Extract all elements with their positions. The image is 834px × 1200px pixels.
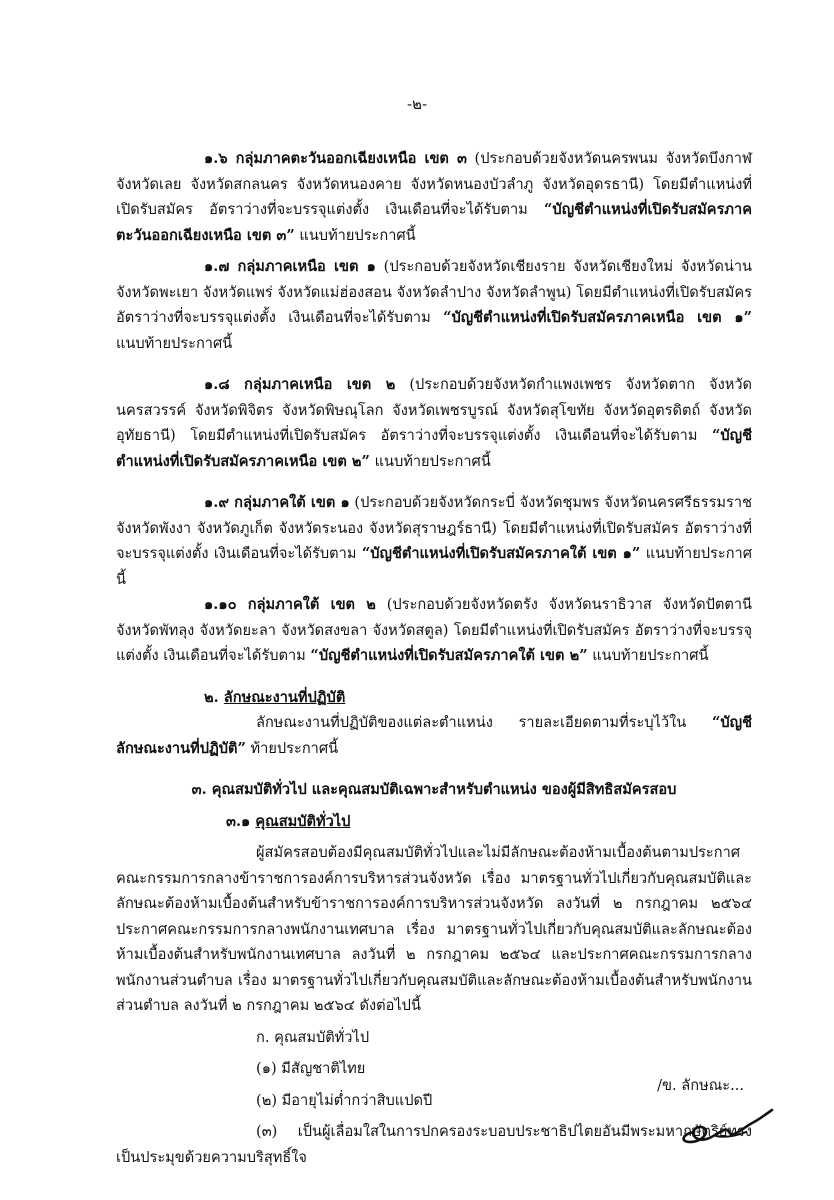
paragraph-1-10 <box>116 592 752 669</box>
section-2-list-name: “บัญชีลักษณะงานที่ปฏิบัติ” <box>116 714 752 757</box>
list-item: (๑) มีสัญชาติไทย <box>256 1060 366 1077</box>
section-1-6-lead: ๑.๖ กลุ่มภาคตะวันออกเฉียงเหนือ เขต ๓ <box>204 150 467 167</box>
list-item: (๒) มีอายุไม่ต่ำกว่าสิบแปดปี <box>256 1091 433 1109</box>
section-1-7-text: (ประกอบด้วยจังหวัดเชียงราย จังหวัดเชียงใหม่ จังหวัดน่าน จังหวัดพะเยา จังหวัดแพร่ จังหวัดแม่ฮ่องสอน จังหวัดลำปาง จังหวัดลำพูน) โดยมีตำแหน่งที่เปิดรับสมัคร อัตราว่างที่จะบรรจุแต่งตั้ง เงินเดือนที่จะได้รับตาม <box>116 258 752 326</box>
section-1-9-tail: แนบท้ายประกาศนี้ <box>116 545 752 588</box>
page-number: -๒- <box>406 95 428 113</box>
section-1-10-text: (ประกอบด้วยจังหวัดตรัง จังหวัดนราธิวาส จังหวัดปัตตานี จังหวัดพัทลุง จังหวัดยะลา จังหวัดสงขลา จังหวัดสตูล) โดยมีตำแหน่งที่เปิดรับสมัคร อัตราว่างที่จะบรรจุแต่งตั้ง เงินเดือนที่จะได้รับตาม <box>116 596 752 664</box>
section-1-10-tail: แนบท้ายประกาศนี้ <box>587 647 709 664</box>
section-1-6-list-name: “บัญชีตำแหน่งที่เปิดรับสมัครภาคตะวันออกเฉียงเหนือ เขต ๓” <box>116 201 752 244</box>
section-1-7-list-name: “บัญชีตำแหน่งที่เปิดรับสมัครภาคเหนือ เขต ๑” <box>443 309 752 326</box>
paragraph-2 <box>116 710 752 761</box>
paragraph-3-1: ผู้สมัครสอบต้องมีคุณสมบัติทั่วไปและไม่มีลักษณะต้องห้ามเบื้องต้นตามประกาศคณะกรรมการกลางข้าราชการองค์การบริหารส่วนจังหวัด เรื่อง มาตรฐานทั่วไปเกี่ยวกับคุณสมบัติและลักษณะต้องห้ามเบื้องต้นสำหรับข้าราชการองค์การบริหารส่วนจังหวัด ลงวันที่ ๒ กรกฎาคม ๒๕๖๔ ประกาศคณะกรรมการกลางพนักงานเทศบาล เรื่อง มาตรฐานทั่วไปเกี่ยวกับคุณสมบัติและลักษณะต้องห้ามเบื้องต้นสำหรับพนักงานเทศบาล ลงวันที่ ๒ กรกฎาคม ๒๕๖๔ และประกาศคณะกรรมการกลางพนักงานส่วนตำบล เรื่อง มาตรฐานทั่วไปเกี่ยวกับคุณสมบัติและลักษณะต้องห้ามเบื้องต้นสำหรับพนักงานส่วนตำบล ลงวันที่ ๒ กรกฎาคม ๒๕๖๔ ดังต่อไปนี้ <box>116 844 752 1014</box>
list-item: ก. คุณสมบัติทั่วไป <box>256 1028 370 1046</box>
section-1-8-list-name: “บัญชีตำแหน่งที่เปิดรับสมัครภาคเหนือ เขต ๒” <box>116 427 752 470</box>
section-1-10-list-name: “บัญชีตำแหน่งที่เปิดรับสมัครภาคใต้ เขต ๒” <box>310 647 588 664</box>
section-2-heading <box>204 685 752 711</box>
section-2-tail: ท้ายประกาศนี้ <box>245 739 339 757</box>
section-1-9-lead: ๑.๙ กลุ่มภาคใต้ เขต ๑ <box>204 494 350 511</box>
section-3-heading: ๓. คุณสมบัติทั่วไป และคุณสมบัติเฉพาะสำหรับตำแหน่ง ของผู้มีสิทธิสมัครสอบ <box>191 781 677 798</box>
section-1-6-tail: แนบท้ายประกาศนี้ <box>294 226 416 244</box>
section-1-7-lead: ๑.๗ กลุ่มภาคเหนือ เขต ๑ <box>204 258 376 275</box>
section-2-title: ลักษณะงานที่ปฏิบัติ <box>223 688 346 706</box>
section-1-7-tail: แนบท้ายประกาศนี้ <box>116 334 233 352</box>
document-body <box>116 146 752 1170</box>
list-item: (๓) เป็นผู้เลื่อมใสในการปกครองระบอบประชาธิปไตยอันมีพระมหากษัตริย์ทรงเป็นประมุขด้วยความบริสุทธิ์ใจ <box>116 1123 752 1166</box>
section-1-8-text: (ประกอบด้วยจังหวัดกำแพงเพชร จังหวัดตาก จังหวัดนครสวรรค์ จังหวัดพิจิตร จังหวัดพิษณุโลก จังหวัดเพชรบูรณ์ จังหวัดสุโขทัย จังหวัดอุตรดิตถ์ จังหวัดอุทัยธานี) โดยมีตำแหน่งที่เปิดรับสมัคร อัตราว่างที่จะบรรจุแต่งตั้ง เงินเดือนที่จะได้รับตาม <box>116 376 753 444</box>
section-1-8-tail: แนบท้ายประกาศนี้ <box>369 452 491 470</box>
section-1-9-list-name: “บัญชีตำแหน่งที่เปิดรับสมัครภาคใต้ เขต ๑” <box>361 545 641 562</box>
section-3-1-title: คุณสมบัติทั่วไป <box>255 812 351 830</box>
paragraph-1-7 <box>116 254 752 356</box>
section-2-number: ๒. <box>204 688 224 706</box>
section-3-1-heading <box>226 809 752 835</box>
section-2-text: ลักษณะงานที่ปฏิบัติของแต่ละตำแหน่ง รายละเอียดตามที่ระบุไว้ใน <box>256 714 712 731</box>
section-1-8-lead: ๑.๘ กลุ่มภาคเหนือ เขต ๒ <box>204 376 396 393</box>
signature-icon <box>676 1102 776 1146</box>
section-3-1-number: ๓.๑ <box>226 812 256 830</box>
section-1-9-text: (ประกอบด้วยจังหวัดกระบี่ จังหวัดชุมพร จังหวัดนครศรีธรรมราช จังหวัดพังงา จังหวัดภูเก็ต จังหวัดระนอง จังหวัดสุราษฎร์ธานี) โดยมีตำแหน่งที่เปิดรับสมัคร อัตราว่างที่จะบรรจุแต่งตั้ง เงินเดือนที่จะได้รับตาม <box>116 494 752 562</box>
section-1-6-text: (ประกอบด้วยจังหวัดนครพนม จังหวัดบึงกาฬ จังหวัดเลย จังหวัดสกลนคร จังหวัดหนองคาย จังหวัดหนองบัวลำภู จังหวัดอุดรธานี) โดยมีตำแหน่งที่เปิดรับสมัคร อัตราว่างที่จะบรรจุแต่งตั้ง เงินเดือนที่จะได้รับตาม <box>116 150 752 218</box>
paragraph-1-6 <box>116 146 752 248</box>
paragraph-1-9 <box>116 490 752 592</box>
section-1-10-lead: ๑.๑๐ กลุ่มภาคใต้ เขต ๒ <box>204 596 376 613</box>
continuation-marker: /ข. ลักษณะ... <box>657 1077 744 1094</box>
paragraph-1-8 <box>116 372 752 474</box>
